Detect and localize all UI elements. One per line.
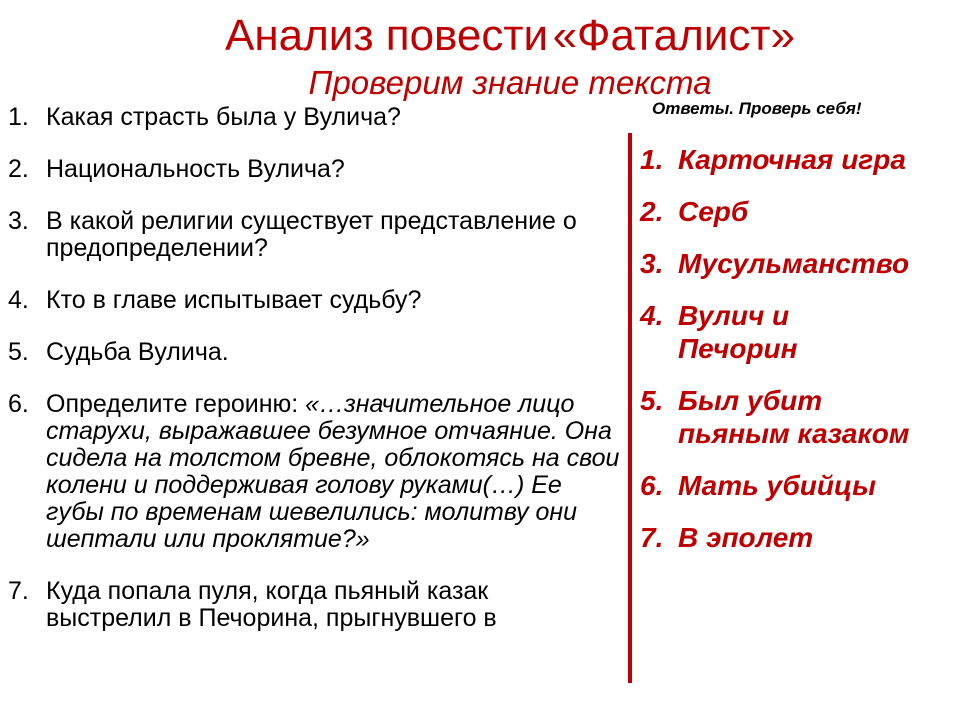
title-work-name: «Фаталист» <box>552 11 796 60</box>
question-text-plain: Определите героиню: <box>46 390 306 418</box>
question-number: 2. <box>8 155 29 183</box>
answer-item <box>640 384 956 450</box>
answers-heading: Ответы. Проверь себя! <box>652 99 862 118</box>
question-quote: «…значительное лицо старухи, выражавшее безумное отчаяние. Она сидела на толстом бревне, облокотясь на свои колени и поддерживая голову руками(…) Ее губы по временам шевелились: молитву они шептали или проклятие?» <box>46 390 620 553</box>
answer-text: Карточная игра <box>678 144 906 175</box>
answer-text: Серб <box>678 196 749 227</box>
question-number: 5. <box>8 338 29 366</box>
answer-item <box>640 195 956 228</box>
question-text-plain: Кто в главе испытывает судьбу? <box>46 286 422 314</box>
answer-item <box>640 521 956 554</box>
answer-text: В эполет <box>678 522 814 553</box>
answer-number: 6. <box>640 470 664 501</box>
question-number: 4. <box>8 286 29 314</box>
question-text-plain: Судьба Вулича. <box>46 338 229 366</box>
answer-number: 2. <box>640 196 664 227</box>
slide-subtitle: Проверим знание текста <box>308 64 712 101</box>
question-item <box>8 391 620 553</box>
answer-item <box>640 469 956 502</box>
answer-number: 4. <box>640 300 664 331</box>
question-item <box>8 287 620 314</box>
answer-number: 1. <box>640 144 664 175</box>
question-item <box>8 578 620 632</box>
question-list <box>8 104 620 657</box>
question-text-plain: Какая страсть была у Вулича? <box>46 103 401 131</box>
question-text <box>46 104 620 131</box>
answer-item <box>640 247 956 280</box>
question-item <box>8 208 620 262</box>
question-item <box>8 339 620 366</box>
answer-item <box>640 299 956 365</box>
question-item <box>8 156 620 183</box>
answer-text: Вулич и Печорин <box>678 300 798 364</box>
answer-text: Мать убийцы <box>678 470 876 501</box>
question-text <box>46 208 620 262</box>
question-text <box>46 287 620 314</box>
question-number: 7. <box>8 577 29 605</box>
question-number: 1. <box>8 103 29 131</box>
question-number: 6. <box>8 390 29 418</box>
question-text <box>46 339 620 366</box>
slide-title <box>150 8 870 64</box>
answer-list <box>640 143 956 573</box>
answer-item <box>640 143 956 176</box>
question-text-plain: Куда попала пуля, когда пьяный казак выстрелил в Печорина, прыгнувшего в <box>46 577 497 632</box>
question-text <box>46 391 620 553</box>
question-number: 3. <box>8 207 29 235</box>
title-main: Анализ повести <box>224 11 549 60</box>
answers-divider <box>628 133 632 683</box>
question-text-plain: Национальность Вулича? <box>46 155 345 183</box>
question-text <box>46 156 620 183</box>
answer-number: 7. <box>640 522 664 553</box>
answer-text: Мусульманство <box>678 248 910 279</box>
question-text-plain: В какой религии существует представление о предопределении? <box>46 207 577 262</box>
question-text <box>46 578 620 632</box>
answer-number: 5. <box>640 385 664 416</box>
question-item <box>8 104 620 131</box>
answer-text: Был убит пьяным казаком <box>678 385 910 449</box>
answer-number: 3. <box>640 248 664 279</box>
